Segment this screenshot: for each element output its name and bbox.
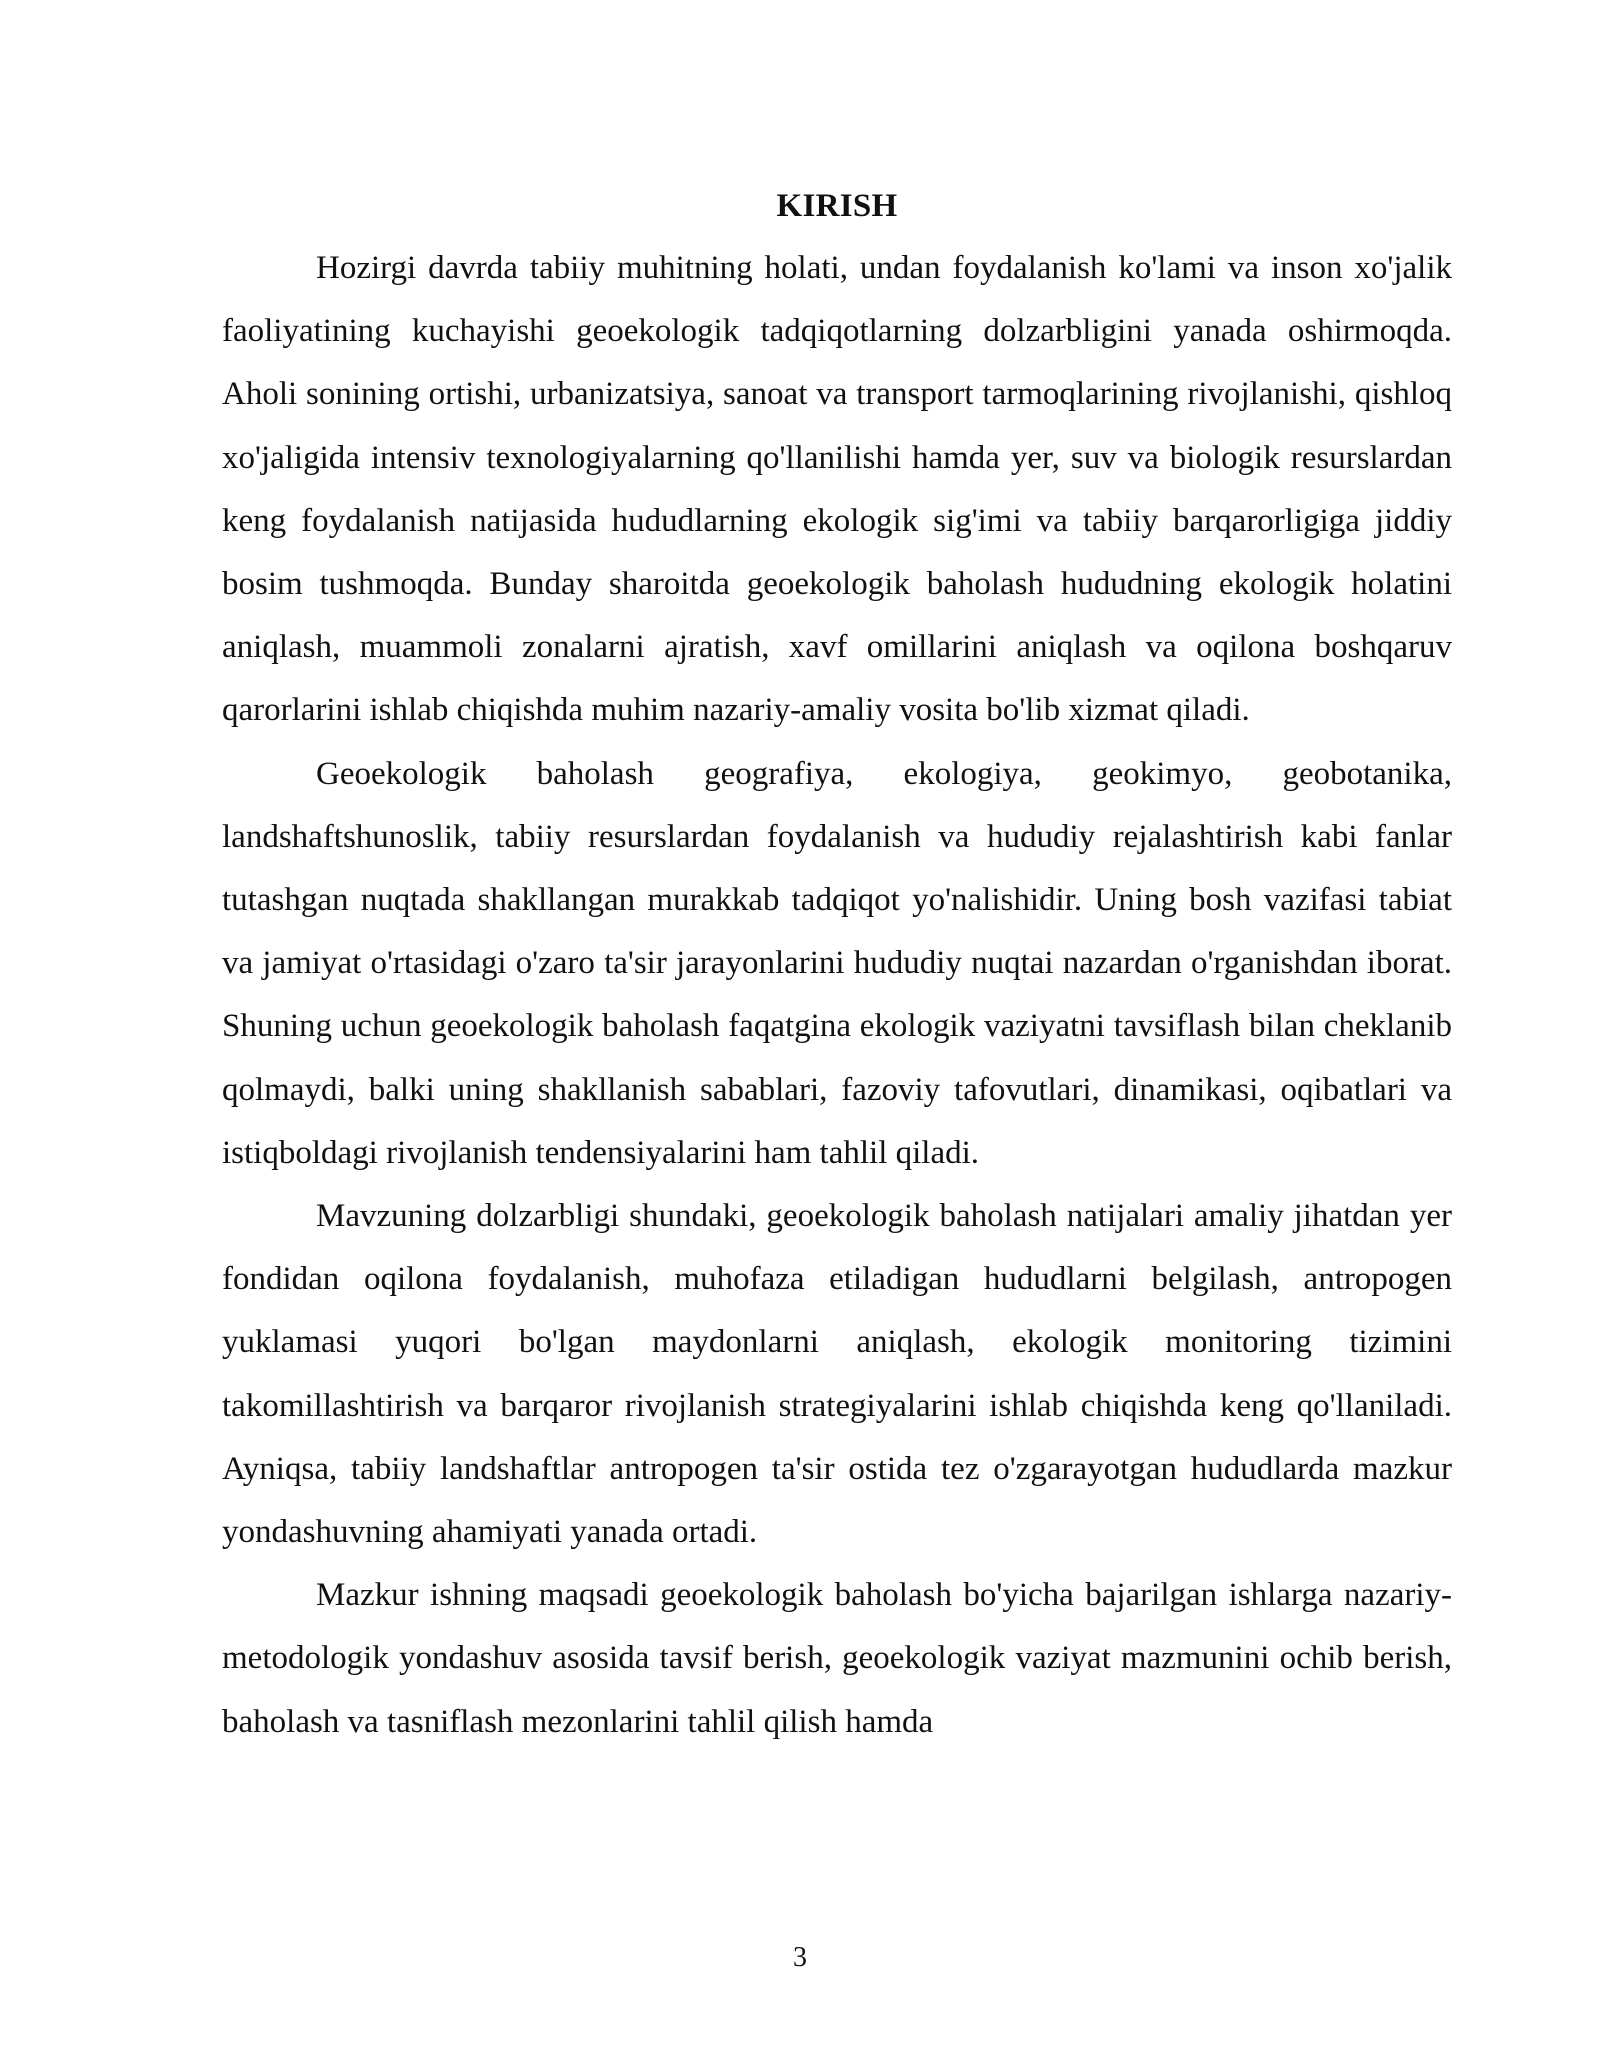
section-heading: KIRISH <box>776 188 898 224</box>
paragraph: Mazkur ishning maqsadi geoekologik baholash bo'yicha bajarilgan ishlarga nazariy-metodologik yondashuv asosida tavsif berish, geoekologik vaziyat mazmunini ochib berish, baholash va tasniflash mezonlarini tahlil qilish hamda <box>222 1577 1452 1740</box>
page-number: 3 <box>793 1942 807 1973</box>
page-content <box>222 185 1452 1754</box>
paragraph: Hozirgi davrda tabiiy muhitning holati, undan foydalanish ko'lami va inson xo'jalik faoliyatining kuchayishi geoekologik tadqiqotlarning dolzarbligini yanada oshirmoqda. Aholi sonining ortishi, urbanizatsiya, sanoat va transport tarmoqlarining rivojlanishi, qishloq xo'jaligida intensiv texnologiyalarning qo'llanilishi hamda yer, suv va biologik resurslardan keng foydalanish natijasida hududlarning ekologik sig'imi va tabiiy barqarorligiga jiddiy bosim tushmoqda. Bunday sharoitda geoekologik baholash hududning ekologik holatini aniqlash, muammoli zonalarni ajratish, xavf omillarini aniqlash va oqilona boshqaruv qarorlarini ishlab chiqishda muhim nazariy-amaliy vosita bo'lib xizmat qiladi. <box>222 250 1452 729</box>
paragraph: Mavzuning dolzarbligi shundaki, geoekologik baholash natijalari amaliy jihatdan yer fondidan oqilona foydalanish, muhofaza etiladigan hududlarni belgilash, antropogen yuklamasi yuqori bo'lgan maydonlarni aniqlash, ekologik monitoring tizimini takomillashtirish va barqaror rivojlanish strategiyalarini ishlab chiqishda keng qo'llaniladi. Ayniqsa, tabiiy landshaftlar antropogen ta'sir ostida tez o'zgarayotgan hududlarda mazkur yondashuvning ahamiyati yanada ortadi. <box>222 1198 1452 1551</box>
paragraph: Geoekologik baholash geografiya, ekologiya, geokimyo, geobotanika, landshaftshunoslik, tabiiy resurslardan foydalanish va hududiy rejalashtirish kabi fanlar tutashgan nuqtada shakllangan murakkab tadqiqot yo'nalishidir. Uning bosh vazifasi tabiat va jamiyat o'rtasidagi o'zaro ta'sir jarayonlarini hududiy nuqtai nazardan o'rganishdan iborat. Shuning uchun geoekologik baholash faqatgina ekologik vaziyatni tavsiflash bilan cheklanib qolmaydi, balki uning shakllanish sabablari, fazoviy tafovutlari, dinamikasi, oqibatlari va istiqboldagi rivojlanish tendensiyalarini ham tahlil qiladi. <box>222 755 1452 1171</box>
